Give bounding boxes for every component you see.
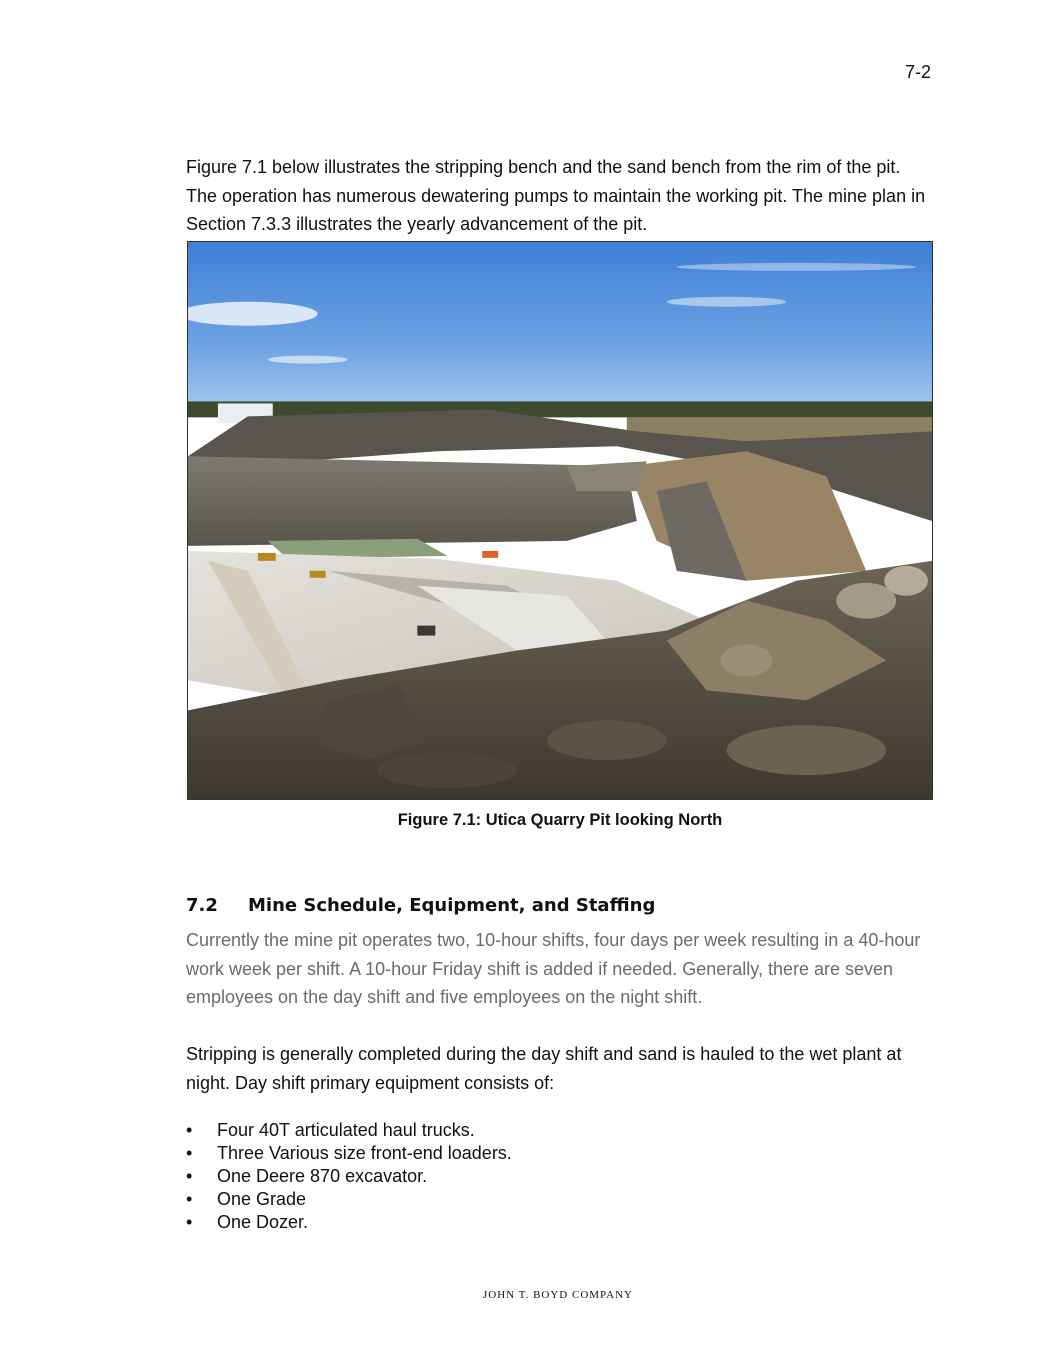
quarry-photo-figure: [187, 241, 933, 800]
list-item: • One Grade: [186, 1188, 512, 1211]
intro-paragraph: Figure 7.1 below illustrates the stripping bench and the sand bench from the rim of the pit. The operation has numerous dewatering pumps to maintain the working pit. The mine plan in Section 7.3.3 illustrates the yearly advancement of the pit.: [186, 157, 926, 234]
section-number: 7.2: [186, 895, 218, 916]
schedule-paragraph: Currently the mine pit operates two, 10-hour shifts, four days per week resulting in a 40-hour work week per shift. A 10-hour Friday shift is added if needed. Generally, there are seven employees on the day shift and five employees on the night shift.: [186, 930, 921, 1007]
quarry-photo: [188, 242, 932, 799]
list-item: • Four 40T articulated haul trucks.: [186, 1119, 512, 1142]
footer: JOHN T. BOYD COMPANY: [483, 1289, 633, 1301]
section-heading: [186, 895, 655, 916]
list-item: • One Dozer.: [186, 1211, 512, 1234]
stripping-paragraph: Stripping is generally completed during the day shift and sand is hauled to the wet plant at night. Day shift primary equipment consists of:: [186, 1044, 902, 1093]
section-title: Mine Schedule, Equipment, and Staffing: [248, 895, 656, 916]
equipment-list: [186, 1119, 512, 1234]
list-item: • One Deere 870 excavator.: [186, 1165, 512, 1188]
list-item: • Three Various size front-end loaders.: [186, 1142, 512, 1165]
page-number: 7-2: [904, 62, 931, 82]
figure-caption: Figure 7.1: Utica Quarry Pit looking North: [397, 811, 723, 829]
